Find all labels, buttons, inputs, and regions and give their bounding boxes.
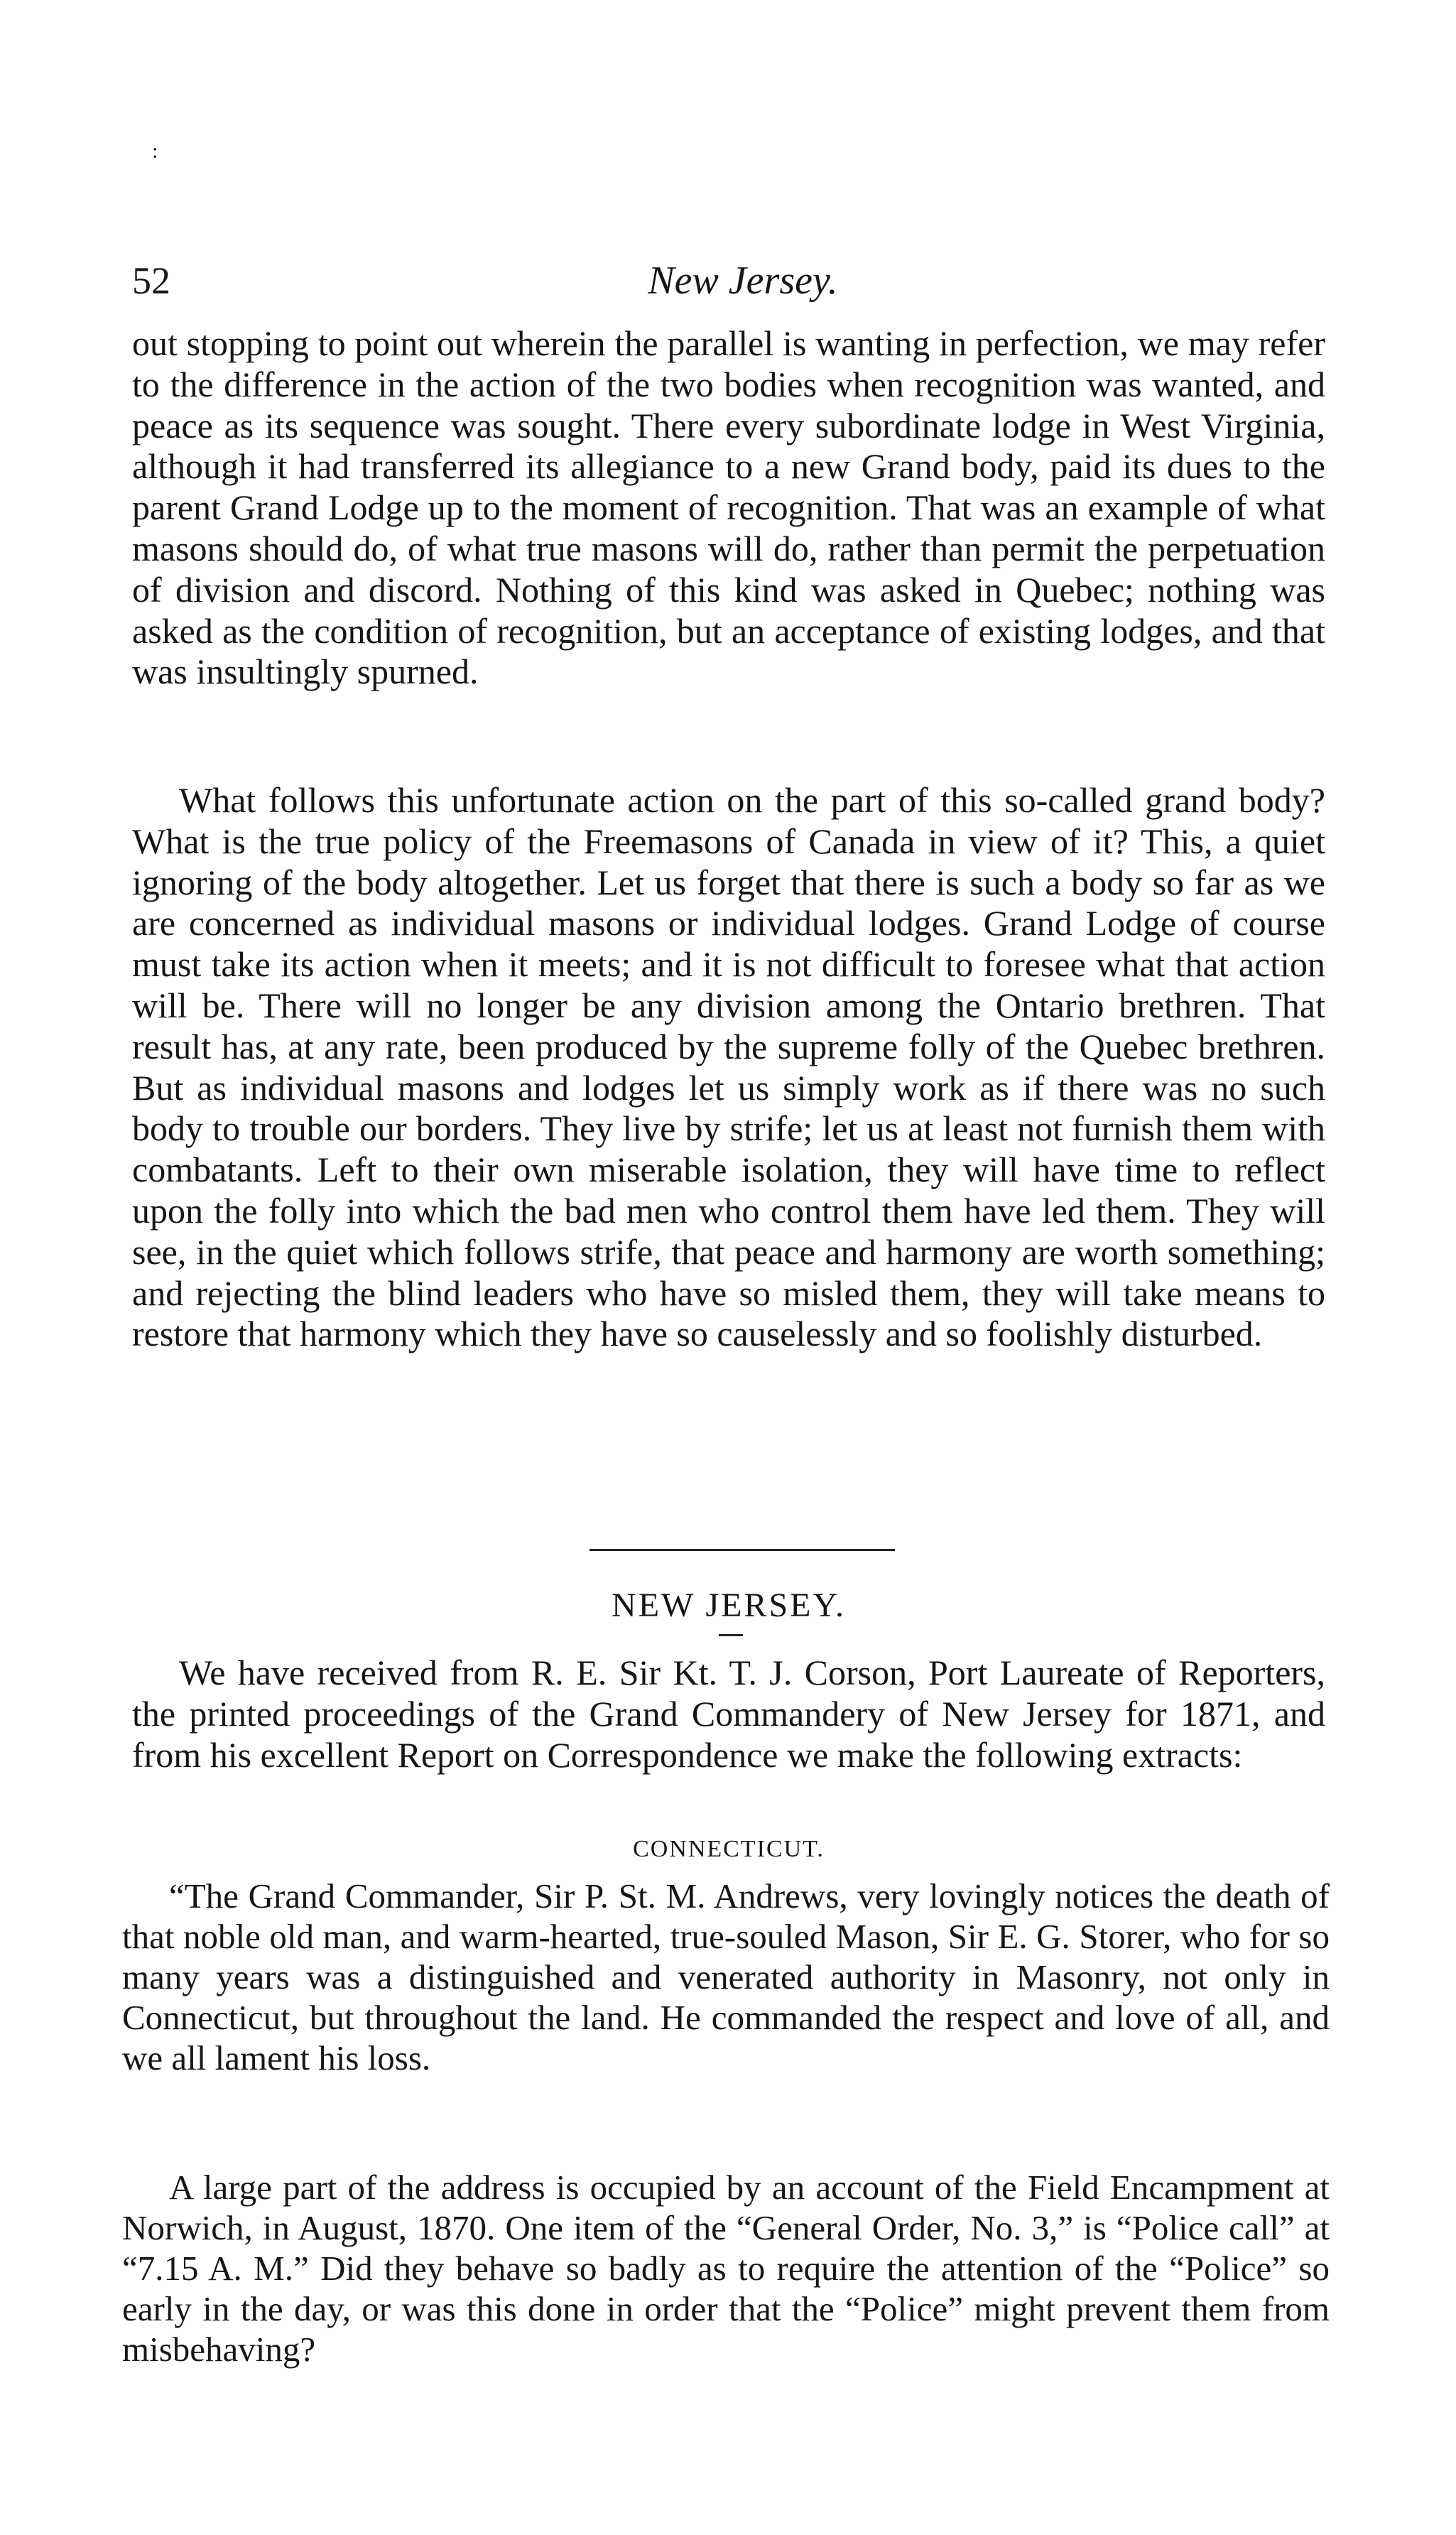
section-intro — [132, 1653, 1325, 1775]
body-text-policy — [132, 780, 1325, 1355]
running-head: New Jersey. — [648, 259, 838, 303]
page-number: 52 — [132, 259, 170, 302]
section-divider-rule — [590, 1549, 895, 1551]
subsection-title: CONNECTICUT. — [633, 1836, 825, 1862]
paragraph-quote-field-encampment: A large part of the address is occupied by an account of the Field Encampment at Norwich, in August, 1870. One item of the “General Order, No. 3,” is “Police call” at “7.15 A. M.” Did they behave so badly as to require the attention of the “Police” so early in the day, or was this done in order that the “Police” might prevent them from misbehaving? — [122, 2168, 1330, 2369]
page-header — [132, 256, 1325, 306]
body-text-continuation — [132, 323, 1325, 693]
paragraph-quote-grand-commander: “The Grand Commander, Sir P. St. M. Andrews, very lovingly notices the death of that noble old man, and warm-hearted, true-souled Mason, Sir E. G. Storer, who for so many years was a distinguished and venerated authority in Masonry, not only in Connecticut, but throughout the land. He commanded the respect and love of all, and we all lament his loss. — [122, 1876, 1330, 2077]
section-title-underline — [719, 1634, 743, 1636]
quoted-extract-2 — [122, 2167, 1330, 2369]
paragraph-continuation: out stopping to point out wherein the parallel is wanting in perfection, we may refer to the difference in the action of the two bodies when recognition was wanted, and peace as its sequence was sought. There every subordinate lodge in West Virginia, although it had transferred its allegiance to a new Grand body, paid its dues to the parent Grand Lodge up to the moment of recognition. That was an example of what masons should do, of what true masons will do, rather than permit the perpetuation of division and discord. Nothing of this kind was asked in Quebec; nothing was asked as the condition of recognition, but an acceptance of existing lodges, and that was insultingly spurned. — [132, 323, 1325, 692]
stray-print-mark: : — [152, 139, 158, 163]
quoted-extract-1 — [122, 1876, 1330, 2078]
paragraph-intro: We have received from R. E. Sir Kt. T. J. Corson, Port Laureate of Reporters, the printed proceedings of the Grand Commandery of New Jersey for 1871, and from his excellent Report on Correspondence we make the following extracts: — [132, 1653, 1325, 1775]
paragraph-policy: What follows this unfortunate action on the part of this so-called grand body? What is the true policy of the Freemasons of Canada in view of it? This, a quiet ignoring of the body altogether. Let us forget that there is such a body so far as we are concerned as individual masons or individual lodges. Grand Lodge of course must take its action when it meets; and it is not difficult to foresee what that action will be. There will no longer be any division among the Ontario brethren. That result has, at any rate, been produced by the supreme folly of the Quebec brethren. But as individual masons and lodges let us simply work as if there was no such body to trouble our borders. They live by strife; let us at least not furnish them with combatants. Left to their own miserable isolation, they will have time to reflect upon the folly into which the bad men who control them have led them. They will see, in the quiet which follows strife, that peace and harmony are worth something; and rejecting the blind leaders who have so misled them, they will take means to restore that harmony which they have so causelessly and so foolishly disturbed. — [132, 780, 1325, 1354]
section-title: NEW JERSEY. — [612, 1587, 846, 1624]
